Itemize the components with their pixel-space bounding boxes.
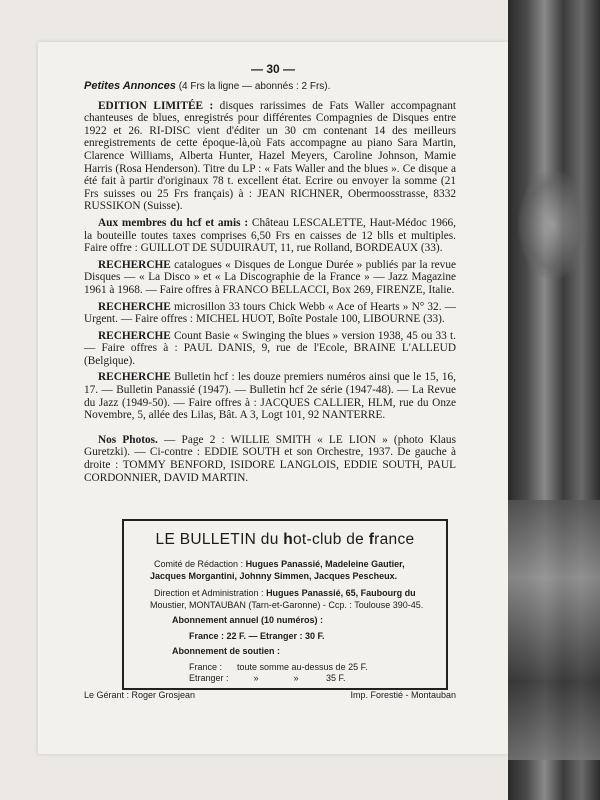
direction-line bbox=[124, 588, 446, 600]
france-price bbox=[124, 631, 446, 643]
ad-text: Count Basie « Swinging the blues » version 1938, 45 ou 33 t. — Faire offres à : PAUL DANIS, 9, rue de l'Ecole, BRAINE L'ALLEUD (Belgique). bbox=[84, 329, 456, 367]
soutien-france-text: France : toute somme au-dessus de 25 F. bbox=[189, 661, 368, 672]
title-part: rance bbox=[374, 531, 415, 548]
soutien-france bbox=[124, 662, 446, 674]
direction-label: Direction et Administration : bbox=[154, 588, 264, 598]
photos-lead: Nos Photos. bbox=[98, 433, 158, 446]
announcements-heading bbox=[84, 80, 456, 94]
comite-line bbox=[124, 559, 446, 571]
gerant: Le Gérant : Roger Grosjean bbox=[84, 690, 196, 700]
abonnement-annuel bbox=[124, 615, 446, 627]
announcements-rate: (4 Frs la ligne — abonnés : 2 Frs). bbox=[178, 81, 331, 92]
article-body bbox=[84, 80, 456, 488]
ad-lead: EDITION LIMITÉE : bbox=[98, 99, 214, 112]
page-footer bbox=[84, 690, 456, 700]
soutien-etranger-text: Etranger : » » 35 F. bbox=[189, 673, 346, 683]
ad-text: Château LESCALETTE, Haut-Médoc 1966, la bouteille toutes taxes comprises 6,50 Frs en caisses de 12 blls et multiples. Faire offre : GUILLOT DE SUDUIRAUT, 11, rue Rolland, BORDEAUX (33). bbox=[84, 216, 456, 255]
announcements-title: Petites Annonces bbox=[84, 80, 176, 92]
comite-names: Hugues Panassié, Madeleine Gautier, bbox=[245, 559, 405, 569]
photo-shading bbox=[508, 500, 600, 760]
ad-paragraph bbox=[84, 259, 456, 297]
ad-paragraph bbox=[84, 301, 456, 326]
ad-paragraph bbox=[84, 217, 456, 255]
abonnement-annuel-text: Abonnement annuel (10 numéros) : bbox=[172, 615, 324, 625]
direction-line-2 bbox=[124, 600, 446, 612]
soutien-etranger bbox=[124, 673, 446, 685]
ad-paragraph bbox=[84, 100, 456, 213]
bulletin-box bbox=[122, 519, 448, 690]
title-f: f bbox=[368, 531, 375, 548]
direction-text-2: Moustier, MONTAUBAN (Tarn-et-Garonne) - Ccp. : Toulouse 390-45. bbox=[150, 599, 424, 610]
abonnement-soutien-text: Abonnement de soutien : bbox=[172, 646, 280, 656]
comite-line-2 bbox=[124, 571, 446, 583]
direction-text: Hugues Panassié, 65, Faubourg du bbox=[266, 588, 416, 598]
ad-paragraph bbox=[84, 330, 456, 368]
ad-lead: RECHERCHE bbox=[98, 300, 171, 313]
ad-lead: RECHERCHE bbox=[98, 371, 171, 384]
guitar-highlight bbox=[518, 170, 588, 280]
title-part: LE BULLETIN du bbox=[155, 531, 284, 548]
bulletin-title bbox=[124, 531, 446, 549]
comite-names-2: Jacques Morgantini, Johnny Simmen, Jacques Pescheux. bbox=[150, 570, 398, 581]
ad-text: catalogues « Disques de Longue Durée » publiés par la revue Disques — « La Disco » et « La Discographie de la France » — Jazz Magazine 1961 à 1968. — Faire offres à FRANCO BELLACCI, Box 269, FIRENZE, Italie. bbox=[84, 258, 456, 296]
france-price-text: France : 22 F. — Etranger : 30 F. bbox=[189, 630, 325, 641]
photos-text: — Page 2 : WILLIE SMITH « LE LION » (photo Klaus Guretzki). — Ci-contre : EDDIE SOUTH et son Orchestre, 1937. De gauche à droite : TOMMY BENFORD, ISIDORE LANGLOIS, EDDIE SOUTH, PAUL CORDONNIER, DAVID MARTIN. bbox=[84, 433, 456, 484]
facing-page-photo bbox=[508, 0, 600, 800]
ad-lead: RECHERCHE bbox=[98, 329, 171, 342]
comite-label: Comité de Rédaction : bbox=[154, 559, 244, 569]
printer: Imp. Forestié - Montauban bbox=[350, 690, 456, 700]
ad-paragraph bbox=[84, 371, 456, 421]
ad-text: microsillon 33 tours Chick Webb « Ace of Hearts » N° 32. — Urgent. — Faire offres : MICHEL HUOT, Boîte Postale 100, LIBOURNE (33). bbox=[84, 300, 456, 326]
ad-lead: RECHERCHE bbox=[98, 258, 171, 271]
abonnement-soutien bbox=[124, 646, 446, 658]
page-number: — 30 — bbox=[250, 62, 295, 76]
title-h: h bbox=[283, 531, 294, 548]
title-part: ot-club de bbox=[293, 531, 369, 548]
ad-text: Bulletin hcf : les douze premiers numéros ainsi que le 15, 16, 17. — Bulletin Panassié (1947). — Bulletin hcf 2e série (1947-48). — La Revue du Jazz (1949-50). — Faire offres à : JACQUES CALLIER, HLM, rue du Onze Novembre, 5, allée des Lilas, Bât. A 3, Logt 101, 92 NANTERRE. bbox=[84, 371, 456, 422]
ad-text: disques rarissimes de Fats Waller accompagnant chanteuses de blues, enregistrés pour différentes Compagnies de Disques entre 1922 et 26. RI-DISC vient d'éditer un 30 cm contenant 14 des meilleurs enregistrements de cette époque-là,où Fats accompagne au piano Sara Martin, Clarence Williams, Alberta Hunter, Hazel Meyers, Caroline Johnson, Mamie Harris (Rosa Henderson). Titre du LP : « Fats Waller and the blues ». Ce disque a été fait à partir d'originaux 78 t. excellent état. Ecrire ou envoyer la somme (21 Frs suisses ou 25 Frs français) à : JEAN RICHNER, Obermoosstrasse, 8332 RUSSIKON (Suisse). bbox=[84, 99, 456, 213]
photos-caption bbox=[84, 434, 456, 484]
ad-lead: Aux membres du hcf et amis : bbox=[98, 216, 249, 229]
